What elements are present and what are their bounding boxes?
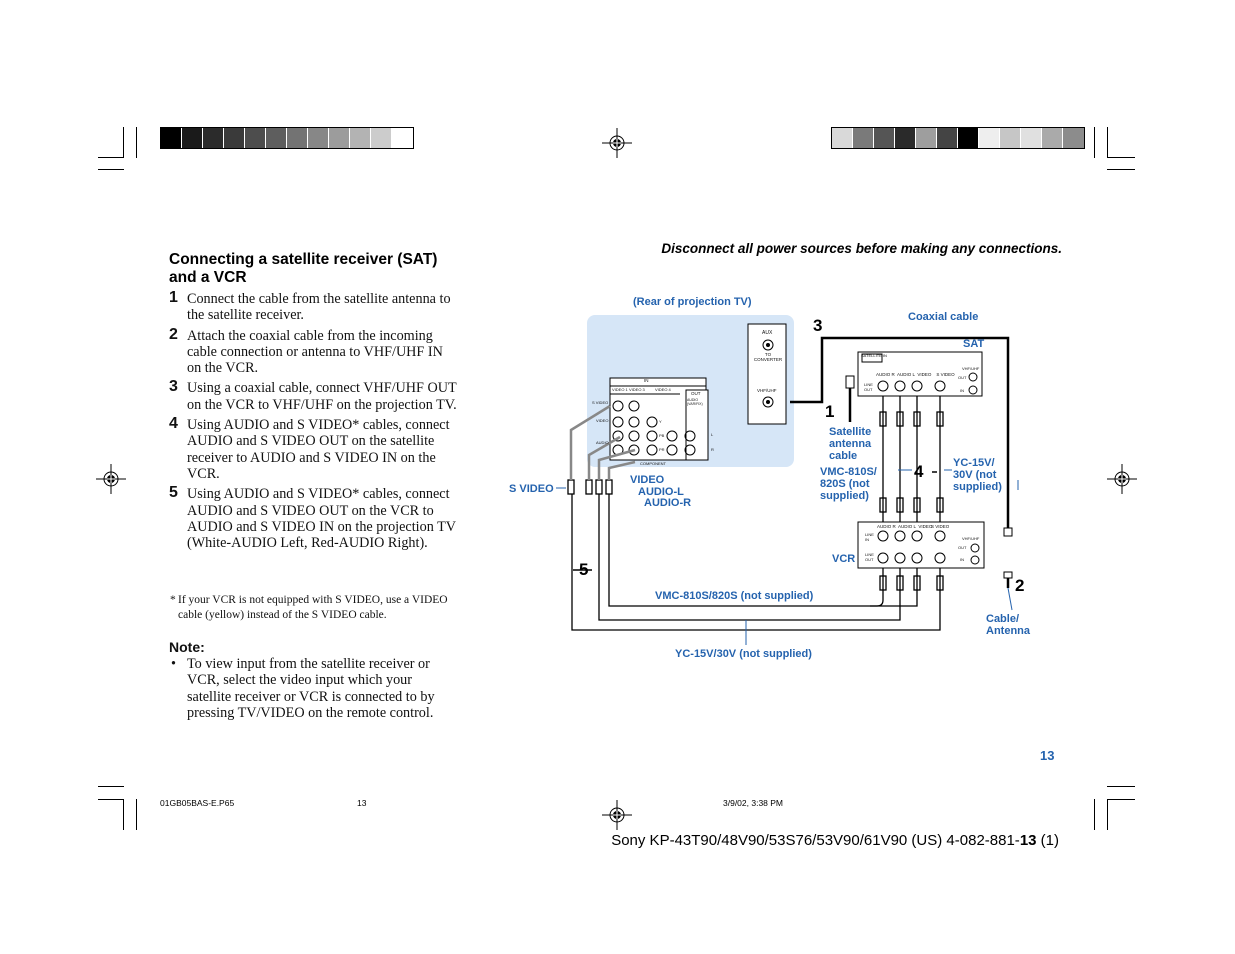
connection-diagram (500, 290, 1060, 670)
step-text: Attach the coaxial cable from the incoming cable connection or antenna to VHF/UHF IN on the VCR. (187, 327, 443, 377)
color-swatch (832, 128, 853, 148)
panel-label-vhf-uhf: VHF/UHF (757, 388, 777, 393)
panel-label-l: L (711, 432, 714, 437)
step-marker-1: 1 (825, 402, 835, 421)
vcr-label-line-in: LINE IN (865, 532, 874, 542)
panel-label-out: OUT (691, 391, 701, 396)
color-swatch (329, 128, 350, 148)
step-marker-5: 5 (579, 560, 589, 579)
color-swatch (245, 128, 266, 148)
label-sat: SAT (963, 338, 985, 350)
label-cable-antenna: Cable/ Antenna (986, 613, 1030, 637)
note-label: Note: (169, 639, 205, 655)
step-number: 2 (169, 325, 178, 343)
label-yc-short: YC-15V/ 30V (not supplied) (953, 457, 1002, 493)
registration-target-left (96, 464, 126, 494)
sat-label-out: OUT (958, 375, 967, 380)
panel-label-s-video: S VIDEO (592, 400, 609, 405)
sat-label-vhf-uhf: VHF/UHF (962, 366, 980, 371)
color-swatch (937, 128, 958, 148)
vcr-label-vhf-uhf: VHF/UHF (962, 536, 980, 541)
vcr-label-out: OUT (958, 545, 967, 550)
model-line (611, 832, 1059, 849)
color-swatch (182, 128, 203, 148)
step-item (169, 417, 459, 482)
label-audio-r: AUDIO-R (644, 497, 692, 509)
registration-target-right (1107, 464, 1137, 494)
footnote-text: If your VCR is not equipped with S VIDEO, use a VIDEO cable (yellow) instead of the S VIDEO cable. (178, 594, 448, 621)
panel-label-audio: AUDIO (596, 440, 609, 445)
color-swatch (308, 128, 329, 148)
panel-label-to-converter: TO CONVERTER (753, 352, 783, 362)
color-swatch (979, 128, 1000, 148)
sat-label-line-out: LINE OUT (864, 382, 873, 392)
panel-label-component: COMPONENT (640, 461, 666, 466)
step-text: Using AUDIO and S VIDEO* cables, connect AUDIO and S VIDEO OUT on the VCR to AUDIO and S VIDEO IN on the projection TV (White-AUDIO Left, Red-AUDIO Right). (187, 486, 456, 552)
vcr-label-headers: AUDIO R AUDIO L VIDEO (877, 524, 933, 529)
color-swatch (1000, 128, 1021, 148)
label-audio-l: AUDIO-L (638, 486, 684, 498)
panel-label-audio-var-fix: AUDIO (VAR/FIX) (687, 398, 703, 406)
footer-date: 3/9/02, 3:38 PM (723, 798, 784, 808)
note-item: • To view input from the satellite receiver or VCR, select the video input which your satellite receiver or VCR is connected to by pressing TV/VIDEO on the remote control. (169, 656, 459, 721)
color-swatch (266, 128, 287, 148)
color-swatch (161, 128, 182, 148)
color-swatch (895, 128, 916, 148)
panel-label-r: R (711, 447, 714, 452)
step-number: 4 (169, 415, 178, 433)
sat-label-in: IN (960, 388, 964, 393)
step-number: 1 (169, 289, 178, 306)
color-swatch (916, 128, 937, 148)
panel-label-y: Y (659, 419, 662, 424)
color-swatch (392, 128, 413, 148)
footer-page: 13 (357, 798, 367, 808)
step-item (169, 325, 459, 377)
vcr-label-line-out: LINE OUT (865, 552, 874, 562)
color-swatch (203, 128, 224, 148)
step-item (169, 380, 459, 413)
sat-label-satellite-in: SATELLITE IN (861, 353, 887, 358)
footnote-marker: * (170, 594, 176, 606)
panel-label-video1: VIDEO 1 (612, 387, 628, 392)
color-swatch (287, 128, 308, 148)
label-coaxial-cable: Coaxial cable (908, 311, 979, 323)
color-swatch (1042, 128, 1063, 148)
vcr-label-in: IN (960, 557, 964, 562)
model-prefix: Sony KP-43T90/48V90/53S76/53V90/61V90 (US) 4-082-881- (611, 832, 1020, 849)
color-bar-left (160, 127, 414, 149)
panel-label-in: IN (644, 378, 649, 383)
registration-target-top (602, 128, 632, 158)
registration-target-bottom (602, 800, 632, 830)
step-marker-2: 2 (1015, 576, 1025, 595)
model-page-bold: 13 (1019, 832, 1037, 849)
label-video: VIDEO (630, 474, 665, 486)
step-text: Using a coaxial cable, connect VHF/UHF OUT on the VCR to VHF/UHF on the projection TV. (187, 380, 457, 413)
label-yc-long: YC-15V/30V (not supplied) (675, 648, 812, 660)
panel-label-video: VIDEO (596, 418, 609, 423)
warning-text: Disconnect all power sources before making any connections. (661, 241, 1062, 256)
step-number: 3 (169, 378, 178, 396)
color-swatch (1063, 128, 1084, 148)
step-marker-3: 3 (813, 316, 823, 335)
color-swatch (853, 128, 874, 148)
color-swatch (224, 128, 245, 148)
step-number: 5 (169, 484, 178, 502)
vcr-label-s-video: S VIDEO (931, 524, 950, 529)
step-item (169, 291, 459, 324)
color-swatch (371, 128, 392, 148)
color-swatch (350, 128, 371, 148)
color-bar-right (831, 127, 1085, 149)
color-swatch (1021, 128, 1042, 148)
step-marker-4: 4 (914, 462, 924, 481)
label-rear-of-tv: (Rear of projection TV) (633, 296, 752, 308)
panel-label-video4: VIDEO 4 (655, 387, 671, 392)
step-item (169, 486, 459, 551)
label-vcr: VCR (832, 553, 856, 565)
panel-label-pr: PR (659, 447, 665, 452)
step-text: Connect the cable from the satellite antenna to the satellite receiver. (187, 291, 451, 324)
model-suffix: (1) (1036, 832, 1059, 849)
step-text: Using AUDIO and S VIDEO* cables, connect AUDIO and S VIDEO OUT on the satellite receiver to AUDIO and S VIDEO IN on the VCR. (187, 417, 450, 482)
panel-label-video3: VIDEO 3 (629, 387, 645, 392)
steps-list (169, 291, 459, 555)
sat-label-headers: AUDIO R AUDIO L VIDEO S VIDEO (876, 372, 955, 377)
color-swatch (874, 128, 895, 148)
panel-label-pb: PB (659, 433, 665, 438)
footer-file-name: 01GB05BAS-E.P65 (160, 798, 235, 808)
color-swatch (958, 128, 979, 148)
footnote (170, 593, 468, 623)
label-s-video: S VIDEO (509, 483, 554, 495)
label-vmc-long: VMC-810S/820S (not supplied) (655, 590, 814, 602)
page-number: 13 (1040, 748, 1055, 763)
note-list (169, 656, 459, 721)
label-vmc-short: VMC-810S/ 820S (not supplied) (820, 466, 877, 502)
section-title: Connecting a satellite receiver (SAT) and a VCR (169, 251, 438, 286)
label-satellite-antenna-cable: Satellite antenna cable (829, 426, 872, 462)
panel-label-aux: AUX (762, 330, 773, 336)
